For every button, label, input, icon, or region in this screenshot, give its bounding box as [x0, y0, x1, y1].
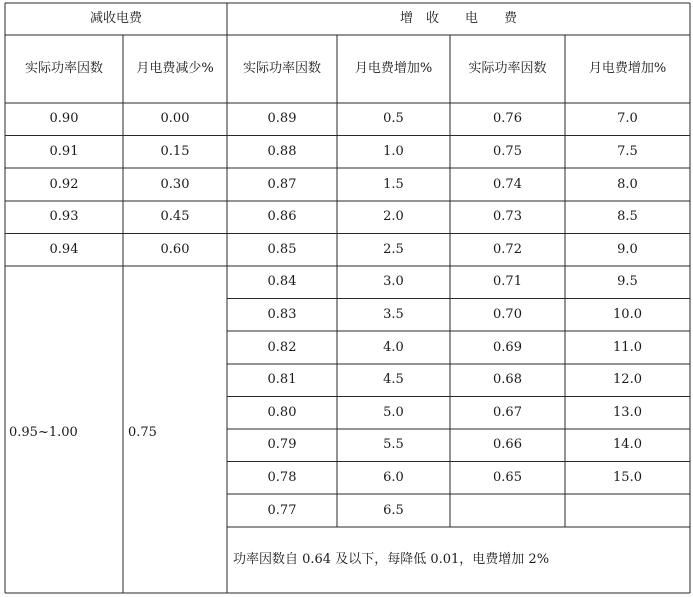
increase-power-factor-a: 0.85 [267, 241, 297, 257]
increase-percent-b: 12.0 [613, 372, 642, 388]
increase-percent-a: 2.0 [383, 209, 404, 225]
reduce-power-factor: 0.92 [49, 176, 79, 192]
increase-percent-a: 6.0 [383, 469, 404, 485]
increase-power-factor-a: 0.88 [267, 143, 297, 159]
increase-percent-a: 2.5 [383, 241, 404, 257]
increase-power-factor-b: 0.70 [493, 306, 522, 322]
reduce-percent: 0.45 [160, 209, 190, 225]
reduce-percent: 0.60 [160, 241, 190, 257]
increase-percent-b: 9.5 [617, 274, 638, 290]
reduce-title: 减收电费 [89, 11, 143, 26]
increase-percent-a: 5.0 [383, 404, 404, 420]
increase-power-factor-b: 0.69 [493, 339, 522, 355]
increase-power-factor-a: 0.89 [267, 111, 297, 127]
increase-power-factor-b: 0.76 [493, 111, 522, 127]
increase-percent-b: 14.0 [613, 437, 642, 453]
increase-percent-b: 8.5 [617, 209, 638, 225]
increase-power-factor-b: 0.73 [493, 209, 522, 225]
reduce-power-factor: 0.90 [49, 111, 79, 127]
reduce-power-factor-range: 0.95~1.00 [9, 424, 78, 440]
increase-percent-a: 4.0 [383, 339, 404, 355]
increase-percent-a: 5.5 [383, 437, 404, 453]
increase-power-factor-a: 0.87 [267, 176, 297, 192]
increase-percent-b: 7.5 [617, 143, 638, 159]
increase-percent-b: 9.0 [617, 241, 638, 257]
increase-power-factor-a: 0.80 [267, 404, 297, 420]
footnote: 功率因数自 0.64 及以下，每降低 0.01，电费增加 2% [233, 551, 550, 567]
increase-power-factor-a: 0.83 [267, 306, 297, 322]
increase-percent-a: 1.5 [383, 176, 404, 192]
increase-power-factor-b: 0.71 [493, 274, 522, 290]
increase-title: 增 收 电 费 [399, 11, 518, 26]
increase-power-factor-a: 0.82 [267, 339, 297, 355]
reduce-percent: 0.30 [160, 176, 190, 192]
column-header-3: 实际功率因数 [242, 61, 322, 76]
increase-percent-a: 1.0 [383, 143, 404, 159]
increase-power-factor-b: 0.67 [493, 404, 522, 420]
reduce-power-factor: 0.94 [49, 241, 79, 257]
increase-power-factor-a: 0.86 [267, 209, 297, 225]
increase-percent-b: 11.0 [613, 339, 642, 355]
increase-power-factor-a: 0.77 [267, 502, 297, 518]
reduce-percent: 0.15 [160, 143, 190, 159]
column-header-4: 月电费增加% [354, 61, 433, 76]
column-header-2: 月电费减少% [136, 61, 214, 76]
increase-power-factor-a: 0.81 [267, 372, 297, 388]
column-header-5: 实际功率因数 [468, 61, 547, 76]
reduce-power-factor: 0.91 [49, 143, 79, 159]
column-header-1: 实际功率因数 [24, 61, 104, 76]
reduce-percent-range: 0.75 [128, 424, 157, 440]
increase-percent-b: 8.0 [617, 176, 638, 192]
increase-percent-a: 6.5 [383, 502, 404, 518]
increase-power-factor-b: 0.74 [493, 176, 522, 192]
increase-percent-b: 10.0 [613, 306, 642, 322]
reduce-percent: 0.00 [160, 111, 190, 127]
increase-power-factor-a: 0.79 [267, 437, 297, 453]
increase-power-factor-b: 0.72 [493, 241, 522, 257]
increase-percent-a: 4.5 [383, 372, 404, 388]
increase-power-factor-b: 0.75 [493, 143, 522, 159]
increase-power-factor-a: 0.84 [267, 274, 297, 290]
increase-power-factor-b: 0.68 [493, 372, 522, 388]
increase-power-factor-b: 0.66 [493, 437, 522, 453]
increase-power-factor-b: 0.65 [493, 469, 522, 485]
increase-percent-b: 7.0 [617, 111, 638, 127]
reduce-power-factor: 0.93 [49, 209, 79, 225]
increase-percent-b: 15.0 [613, 469, 642, 485]
increase-percent-b: 13.0 [613, 404, 642, 420]
increase-percent-a: 0.5 [383, 111, 404, 127]
column-header-6: 月电费增加% [588, 61, 667, 76]
increase-percent-a: 3.0 [383, 274, 404, 290]
increase-percent-a: 3.5 [383, 306, 404, 322]
increase-power-factor-a: 0.78 [267, 469, 297, 485]
